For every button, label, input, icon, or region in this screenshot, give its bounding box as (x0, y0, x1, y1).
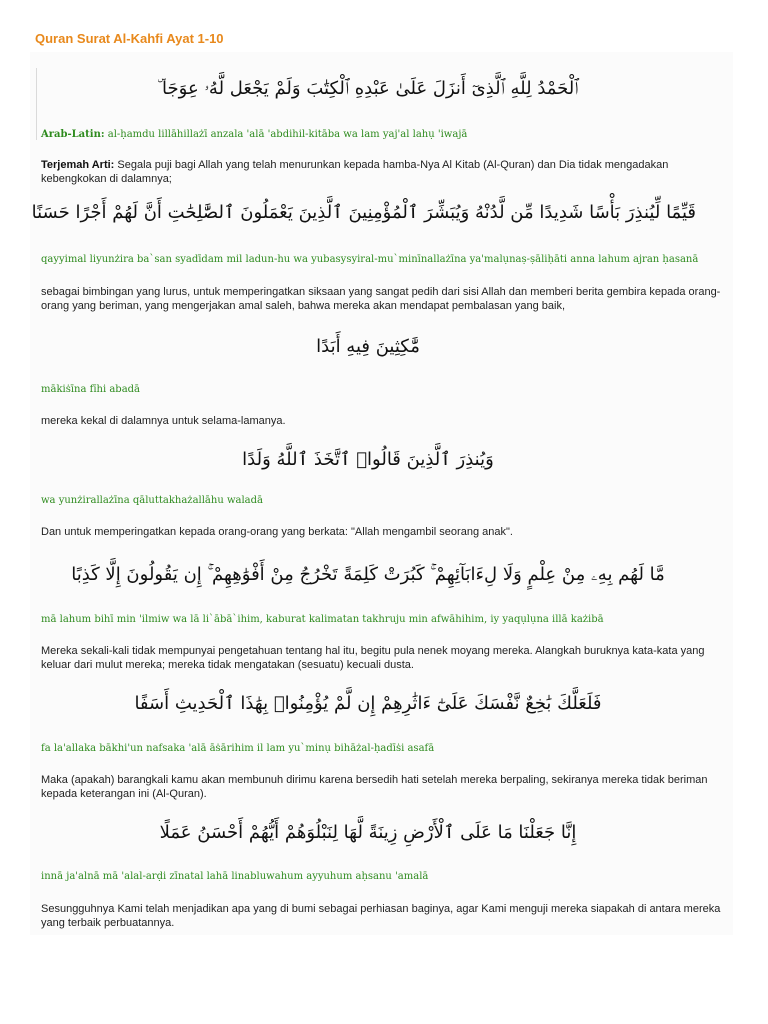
verse-3-latin: mākiṡīna fīhi abadā (41, 384, 141, 395)
verse-2-arabic: قَيِّمًا لِّيُنذِرَ بَأْسًا شَدِيدًا مِّن لَّدُنْهُ وَيُبَشِّرَ ٱلْمُؤْمِنِينَ ٱلَّذِينَ يَعْمَلُونَ ٱلصَّٰلِحَٰتِ أَنَّ لَهُمْ أَجْرًا حَسَنًا (31, 202, 696, 223)
verse-5-arabic: مَّا لَهُم بِهِۦ مِنْ عِلْمٍ وَلَا لِءَابَآئِهِمْ ۚ كَبُرَتْ كَلِمَةً تَخْرُجُ مِنْ أَفْوَٰهِهِمْ ۚ إِن يَقُولُونَ إِلَّا كَذِبًا (71, 564, 665, 585)
verse-4-translation: Dan untuk memperingatkan kepada orang-orang yang berkata: "Allah mengambil seorang anak". (41, 526, 513, 538)
verse-1-latin-text: al-ḥamdu lillāhillażī anzala 'alā 'abdihil-kitāba wa lam yaj'al lahụ 'iwajā (107, 129, 468, 140)
verse-6-arabic: فَلَعَلَّكَ بَٰخِعٌ نَّفْسَكَ عَلَىٰٓ ءَاثَٰرِهِمْ إِن لَّمْ يُؤْمِنُوا۟ بِهَٰذَا ٱلْحَدِيثِ أَسَفًا (134, 693, 602, 714)
quote-border (36, 68, 37, 140)
page-title: Quran Surat Al-Kahfi Ayat 1-10 (35, 31, 224, 46)
verse-4-latin: wa yunżirallażīna qāluttakhażallāhu waladā (41, 495, 264, 506)
verse-1-translation (41, 158, 731, 186)
verse-2-latin: qayyimal liyunżira ba`san syadīdam mil ladun-hu wa yubasysyiral-mu`minīnallażīna ya'malụnaṣ-ṣāliḥāti anna lahum ajran ḥasanā (41, 254, 699, 265)
verse-2-translation: sebagai bimbingan yang lurus, untuk memperingatkan siksaan yang sangat pedih dari sisi Allah dan memberi berita gembira kepada orang-orang yang beriman, yang mengerjakan amal saleh, bahwa mereka akan mendapat pembalasan yang baik, (41, 286, 721, 312)
verse-3-arabic: مَّٰكِثِينَ فِيهِ أَبَدًا (316, 336, 420, 357)
verse-6-translation: Maka (apakah) barangkali kamu akan membunuh dirimu karena bersedih hati setelah mereka berpaling, sekiranya mereka tidak beriman kepada keterangan ini (Al-Quran). (41, 774, 708, 800)
verse-4-arabic: وَيُنذِرَ ٱلَّذِينَ قَالُوا۟ ٱتَّخَذَ ٱللَّهُ وَلَدًا (242, 449, 494, 470)
verse-1-arabic: ٱلْحَمْدُ لِلَّهِ ٱلَّذِىٓ أَنزَلَ عَلَىٰ عَبْدِهِ ٱلْكِتَٰبَ وَلَمْ يَجْعَل لَّهُۥ عِوَجَا ۜ (157, 78, 579, 99)
verse-6-latin: fa la'allaka bākhi'un nafsaka 'alā āṡārihim il lam yu`minụ bihāżal-ḥadīṡi asafā (41, 743, 435, 754)
verse-1-latin (41, 128, 731, 142)
latin-label: Arab-Latin: (41, 129, 105, 140)
verse-5-latin: mā lahum bihī min 'ilmiw wa lā li`ābā`ihim, kaburat kalimatan takhruju min afwāhihim, iy yaqụlụna illā każibā (41, 614, 604, 625)
verse-7-arabic: إِنَّا جَعَلْنَا مَا عَلَى ٱلْأَرْضِ زِينَةً لَّهَا لِنَبْلُوَهُمْ أَيُّهُمْ أَحْسَنُ عَمَلًا (159, 822, 577, 843)
verse-1-translation-text: Segala puji bagi Allah yang telah menurunkan kepada hamba-Nya Al Kitab (Al-Quran) dan Dia tidak mengadakan kebengkokan di dalamnya; (41, 159, 669, 185)
verse-5-translation: Mereka sekali-kali tidak mempunyai pengetahuan tentang hal itu, begitu pula nenek moyang mereka. Alangkah buruknya kata-kata yang keluar dari mulut mereka; mereka tidak mengatakan (sesuatu) kecuali dusta. (41, 645, 705, 671)
translation-label: Terjemah Arti: (41, 159, 115, 171)
verse-7-translation: Sesungguhnya Kami telah menjadikan apa yang di bumi sebagai perhiasan baginya, agar Kami menguji mereka siapakah di antara mereka yang terbaik perbuatannya. (41, 903, 721, 929)
verse-3-translation: mereka kekal di dalamnya untuk selama-lamanya. (41, 415, 286, 427)
verse-7-latin: innā ja'alnā mā 'alal-arḍi zīnatal lahā linabluwahum ayyuhum aḥsanu 'amalā (41, 871, 429, 882)
